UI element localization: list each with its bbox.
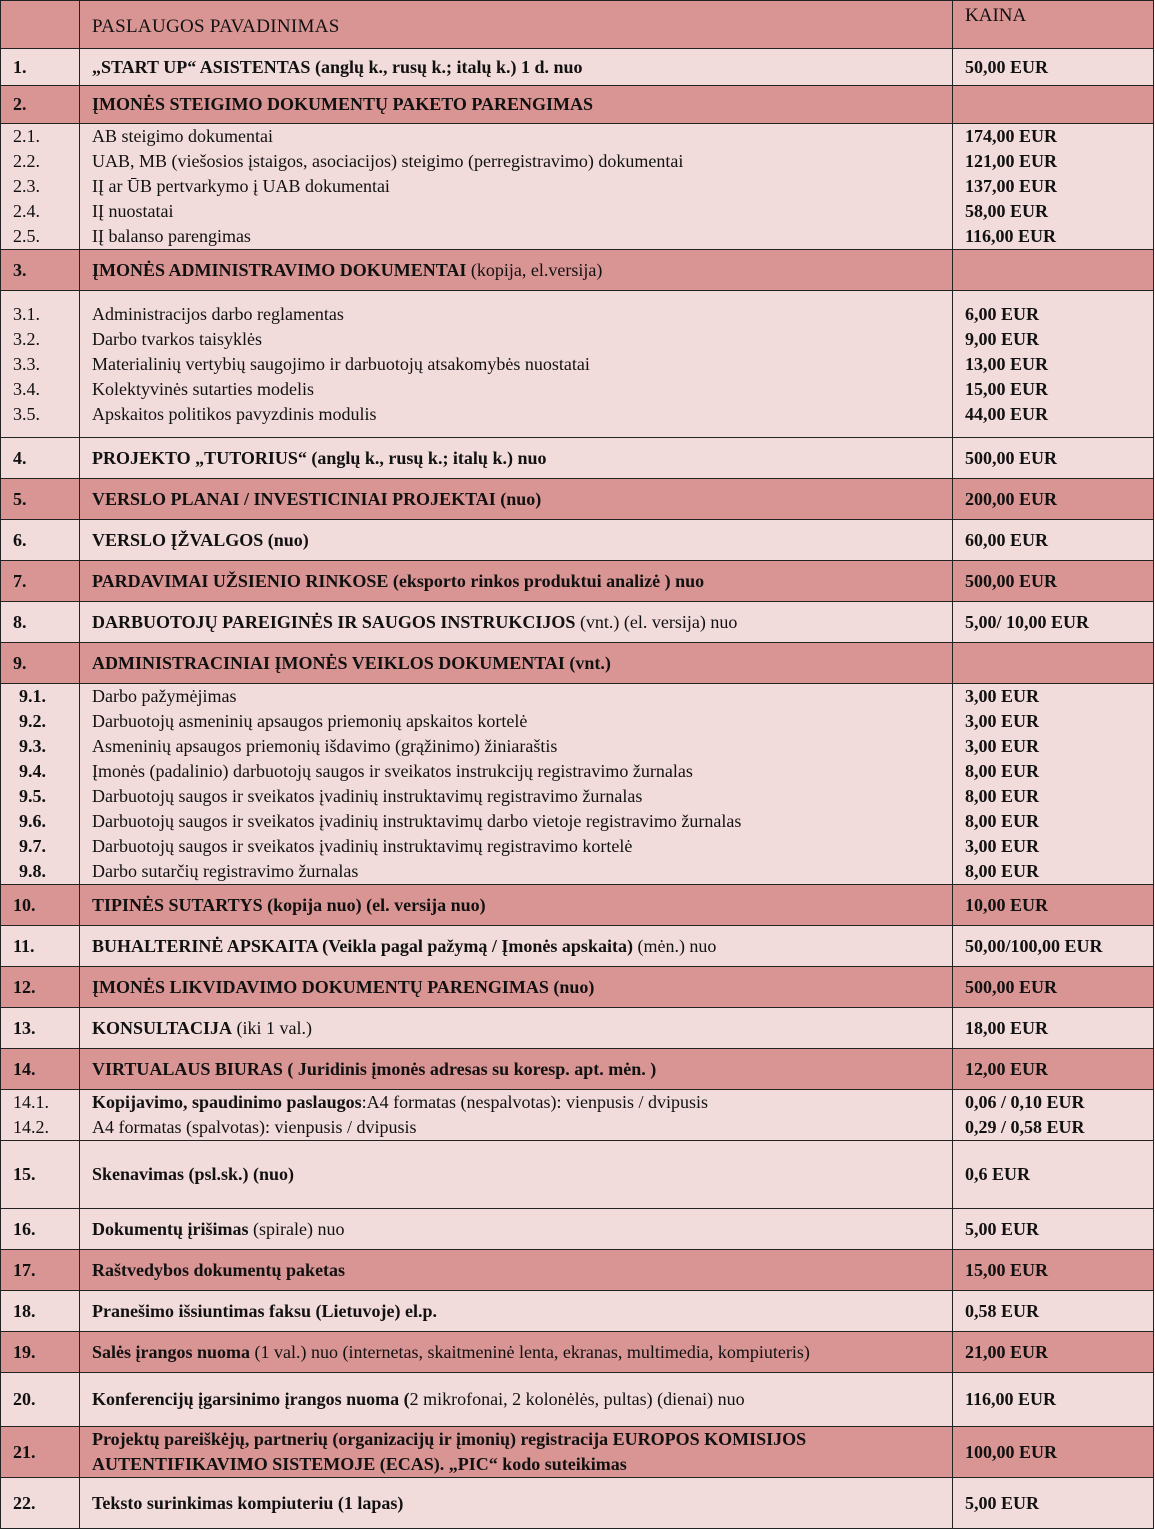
subitem-name-text: UAB, MB (viešosios įstaigos, asociacijos) steigimo (perregistravimo) dokumentai [92,151,684,171]
service-name-bold: Pranešimo išsiuntimas faksu (Lietuvoje) el.p. [92,1300,438,1321]
table-row [1,561,1154,602]
subitem-name [92,834,952,859]
subitem-prices [953,291,1154,438]
table-row [1,1008,1154,1049]
row-number: 4. [1,438,80,479]
header-row [1,1,1154,49]
table-row [1,1332,1154,1373]
subitem-price: 44,00 EUR [965,403,1049,424]
subitem-names [80,684,953,885]
subitem-name-text: Apskaitos politikos pavyzdinis modulis [92,403,377,424]
service-name-bold: VIRTUALAUS BIURAS ( Juridinis įmonės adresas su koresp. apt. mėn. ) [92,1058,657,1079]
service-price: 5,00/ 10,00 EUR [953,602,1154,643]
subitem-price: 9,00 EUR [965,328,1040,349]
row-number: 22. [1,1478,80,1529]
service-name [80,438,953,479]
subitem-number: 3.3. [13,353,40,374]
subitem-group-row [1,684,1154,885]
service-price: 60,00 EUR [953,520,1154,561]
service-price: 10,00 EUR [953,885,1154,926]
subitem-name [92,327,952,352]
service-name-bold: Projektų pareiškėjų, partnerių (organizacijų ir įmonių) registracija EUROPOS KOMISIJOS AUTENTIFIKAVIMO SISTEMOJE (ECAS). „PIC“ kodo suteikimas [92,1429,807,1474]
table-row [1,520,1154,561]
subitem-name-text: IĮ balanso parengimas [92,226,251,246]
service-name-bold: ĮMONĖS LIKVIDAVIMO DOKUMENTŲ PARENGIMAS (nuo) [92,976,595,997]
service-name-bold: KONSULTACIJA [92,1017,233,1038]
service-name [80,561,953,602]
subitem-name [92,809,952,834]
subitem-number: 2.2. [13,151,40,171]
subitem-name-text: Darbuotojų saugos ir sveikatos įvadinių instruktavimų registravimo žurnalas [92,786,643,806]
row-number: 18. [1,1291,80,1332]
service-name-bold: Teksto surinkimas kompiuteriu (1 lapas) [92,1492,404,1513]
service-price: 5,00 EUR [953,1478,1154,1529]
service-price: 18,00 EUR [953,1008,1154,1049]
subitem-number: 9.7. [19,836,46,856]
subitem-name-text: Įmonės (padalinio) darbuotojų saugos ir sveikatos instrukcijų registravimo žurnalas [92,761,693,781]
subitem-name-text: Darbo pažymėjimas [92,686,237,706]
subitem-name [92,1115,952,1140]
subitem-name [92,174,952,199]
subitem-name-text: Darbuotojų saugos ir sveikatos įvadinių instruktavimų darbo vietoje registravimo žurnalas [92,811,742,831]
table-row [1,1141,1154,1209]
header-price: KAINA [953,1,1154,49]
service-name-note: (kopija, el.versija) [466,259,603,280]
subitem-name-bold: Kopijavimo, spaudinimo paslaugos [92,1092,362,1112]
row-number: 21. [1,1427,80,1478]
row-number: 8. [1,602,80,643]
table-row [1,1250,1154,1291]
service-name-bold: Dokumentų įrišimas [92,1218,249,1239]
subitem-number: 3.2. [13,328,40,349]
subitem-number: 9.4. [19,761,46,781]
subitem-name-text: Darbuotojų saugos ir sveikatos įvadinių instruktavimų registravimo kortelė [92,836,633,856]
table-row [1,438,1154,479]
subitem-prices [953,124,1154,250]
subitem-numbers [1,291,80,438]
subitem-names [80,291,953,438]
service-name-bold: VERSLO PLANAI / INVESTICINIAI PROJEKTAI (nuo) [92,488,542,509]
service-price: 200,00 EUR [953,479,1154,520]
table-row [1,926,1154,967]
subitem-price: 13,00 EUR [965,353,1049,374]
service-name [80,967,953,1008]
subitem-name-text: Asmeninių apsaugos priemonių išdavimo (grąžinimo) žiniaraštis [92,736,558,756]
header-name: PASLAUGOS PAVADINIMAS [80,1,953,49]
subitem-name [92,199,952,224]
subitem-number: 9.6. [19,811,46,831]
subitem-name-text: IĮ nuostatai [92,201,174,221]
subitem-name [92,149,952,174]
subitem-numbers [1,1090,80,1141]
subitem-name-text: Darbo sutarčių registravimo žurnalas [92,861,359,881]
subitem-group-row [1,124,1154,250]
service-name-bold: DARBUOTOJŲ PAREIGINĖS IR SAUGOS INSTRUKCIJOS [92,611,576,632]
service-name [80,602,953,643]
subitem-name [92,709,952,734]
row-number: 3. [1,250,80,291]
table-row [1,49,1154,86]
subitem-price: 8,00 EUR [965,861,1040,881]
subitem-price: 116,00 EUR [965,226,1057,246]
subitem-number: 2.1. [13,126,40,146]
subitem-number: 9.2. [19,711,46,731]
table-row [1,1291,1154,1332]
subitem-price: 3,00 EUR [965,836,1040,856]
row-number: 19. [1,1332,80,1373]
row-number: 14. [1,1049,80,1090]
service-name [80,1291,953,1332]
subitem-name-text: Kolektyvinės sutarties modelis [92,378,314,399]
table-row [1,1049,1154,1090]
service-price: 100,00 EUR [953,1427,1154,1478]
subitem-prices [953,1090,1154,1141]
service-name-note: 2 mikrofonai, 2 kolonėlės, pultas) (dienai) nuo [409,1389,745,1409]
service-name-bold: ĮMONĖS STEIGIMO DOKUMENTŲ PAKETO PARENGIMAS [92,94,594,114]
subitem-numbers [1,684,80,885]
subitem-price: 121,00 EUR [965,151,1058,171]
subitem-price: 3,00 EUR [965,686,1040,706]
subitem-number: 2.5. [13,226,40,246]
subitem-name [92,859,952,884]
service-name [80,250,953,291]
service-price: 116,00 EUR [953,1373,1154,1427]
subitem-name [92,734,952,759]
subitem-price: 0,06 / 0,10 EUR [965,1092,1085,1112]
service-name [80,1427,953,1478]
row-number: 5. [1,479,80,520]
row-number: 10. [1,885,80,926]
service-name-bold: ĮMONĖS ADMINISTRAVIMO DOKUMENTAI [92,259,467,280]
service-name-note: (spirale) nuo [248,1218,345,1239]
table-row [1,1209,1154,1250]
row-number: 13. [1,1008,80,1049]
service-price: 500,00 EUR [953,561,1154,602]
service-price: 0,6 EUR [953,1141,1154,1209]
table-row [1,643,1154,684]
service-name-bold: ADMINISTRACINIAI ĮMONĖS VEIKLOS DOKUMENTAI (vnt.) [92,652,611,673]
service-name [80,1373,953,1427]
row-number: 6. [1,520,80,561]
service-name-bold: BUHALTERINĖ APSKAITA (Veikla pagal pažymą / Įmonės apskaita) [92,935,633,956]
subitem-name-text: IĮ ar ŪB pertvarkymo į UAB dokumentai [92,176,390,196]
table-row [1,885,1154,926]
service-name [80,1209,953,1250]
service-name [80,1049,953,1090]
service-name [80,926,953,967]
subitem-name-text: A4 formatas (spalvotas): vienpusis / dvipusis [92,1117,417,1137]
subitem-name [92,224,952,249]
subitem-names [80,1090,953,1141]
subitem-price: 8,00 EUR [965,761,1040,781]
row-number: 1. [1,49,80,86]
service-name-note: (1 val.) nuo (internetas, skaitmeninė lenta, ekranas, multimedia, kompiuteris) [250,1341,810,1362]
subitem-name-text: :A4 formatas (nespalvotas): vienpusis / dvipusis [361,1092,709,1112]
subitem-name-text: Administracijos darbo reglamentas [92,303,344,324]
service-name-bold: TIPINĖS SUTARTYS (kopija nuo) (el. versija nuo) [92,894,486,915]
subitem-number: 9.1. [19,686,46,706]
subitem-name-text: AB steigimo dokumentai [92,126,273,146]
service-price: 0,58 EUR [953,1291,1154,1332]
row-number: 7. [1,561,80,602]
service-name-note: (vnt.) (el. versija) nuo [575,611,738,632]
subitem-name [92,377,952,402]
row-number: 15. [1,1141,80,1209]
service-price [953,250,1154,291]
subitem-name [92,402,952,427]
row-number: 2. [1,86,80,124]
service-price [953,643,1154,684]
row-number: 12. [1,967,80,1008]
row-number: 16. [1,1209,80,1250]
service-name [80,643,953,684]
service-name [80,1141,953,1209]
row-number: 11. [1,926,80,967]
service-price: 500,00 EUR [953,967,1154,1008]
service-price: 50,00/100,00 EUR [953,926,1154,967]
service-name-bold: PROJEKTO „TUTORIUS“ (anglų k., rusų k.; italų k.) nuo [92,447,547,468]
service-name-bold: Salės įrangos nuoma [92,1341,251,1362]
subitem-numbers [1,124,80,250]
subitem-name-text: Darbuotojų asmeninių apsaugos priemonių apskaitos kortelė [92,711,528,731]
service-name [80,479,953,520]
subitem-prices [953,684,1154,885]
service-price: 12,00 EUR [953,1049,1154,1090]
table-row [1,1373,1154,1427]
subitem-name [92,684,952,709]
service-name [80,1250,953,1291]
service-name [80,885,953,926]
subitem-name [92,302,952,327]
service-name [80,520,953,561]
subitem-price: 8,00 EUR [965,786,1040,806]
subitem-name [92,759,952,784]
subitem-number: 2.3. [13,176,40,196]
row-number: 20. [1,1373,80,1427]
service-name-note: (iki 1 val.) [232,1017,313,1038]
subitem-name-text: Darbo tvarkos taisyklės [92,328,262,349]
service-name-bold: Konferencijų įgarsinimo įrangos nuoma ( [92,1389,410,1409]
subitem-price: 58,00 EUR [965,201,1049,221]
subitem-group-row [1,1090,1154,1141]
subitem-name [92,124,952,149]
table-row [1,1478,1154,1529]
subitem-group-row [1,291,1154,438]
subitem-price: 3,00 EUR [965,711,1040,731]
subitem-name [92,352,952,377]
table-row [1,602,1154,643]
subitem-names [80,124,953,250]
header-num-cell [1,1,80,49]
subitem-price: 15,00 EUR [965,378,1049,399]
service-price: 50,00 EUR [953,49,1154,86]
service-name-bold: PARDAVIMAI UŽSIENIO RINKOSE (eksporto rinkos produktui analizė ) nuo [92,570,705,591]
service-name-bold: „START UP“ ASISTENTAS (anglų k., rusų k.; italų k.) 1 d. nuo [92,56,583,77]
service-name-bold: Skenavimas (psl.sk.) (nuo) [92,1164,295,1184]
table-row [1,967,1154,1008]
service-name [80,86,953,124]
subitem-price: 174,00 EUR [965,126,1058,146]
service-price: 15,00 EUR [953,1250,1154,1291]
subitem-number: 9.5. [19,786,46,806]
row-number: 17. [1,1250,80,1291]
service-name-note: (mėn.) nuo [632,935,717,956]
table-row [1,1427,1154,1478]
service-price: 21,00 EUR [953,1332,1154,1373]
service-name [80,1478,953,1529]
service-name [80,49,953,86]
service-name-bold: Raštvedybos dokumentų paketas [92,1259,346,1280]
subitem-price: 0,29 / 0,58 EUR [965,1117,1085,1137]
subitem-price: 8,00 EUR [965,811,1040,831]
subitem-number: 14.1. [13,1092,49,1112]
subitem-number: 3.5. [13,403,40,424]
service-price: 5,00 EUR [953,1209,1154,1250]
subitem-number: 3.4. [13,378,40,399]
subitem-number: 2.4. [13,201,40,221]
subitem-number: 3.1. [13,303,40,324]
service-name [80,1332,953,1373]
subitem-name [92,784,952,809]
subitem-number: 9.8. [19,861,46,881]
subitem-number: 9.3. [19,736,46,756]
subitem-price: 6,00 EUR [965,303,1040,324]
service-price [953,86,1154,124]
table-row [1,479,1154,520]
subitem-name-text: Materialinių vertybių saugojimo ir darbuotojų atsakomybės nuostatai [92,353,590,374]
subitem-price: 3,00 EUR [965,736,1040,756]
service-price: 500,00 EUR [953,438,1154,479]
service-name [80,1008,953,1049]
subitem-name [92,1090,952,1115]
row-number: 9. [1,643,80,684]
table-row [1,86,1154,124]
service-name-bold: VERSLO ĮŽVALGOS (nuo) [92,529,309,550]
subitem-price: 137,00 EUR [965,176,1058,196]
subitem-number: 14.2. [13,1117,49,1137]
table-row [1,250,1154,291]
